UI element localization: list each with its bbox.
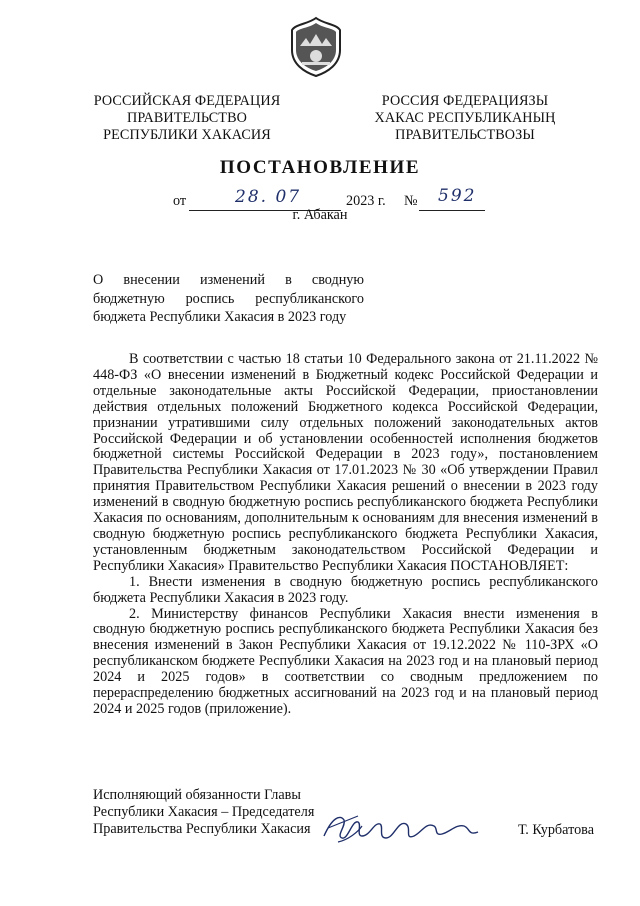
position-line: Исполняющий обязанности Главы [93,787,301,803]
signatory-name: Т. Курбатова [518,822,594,838]
number-prefix: № [404,193,418,209]
header-left-line: РЕСПУБЛИКИ ХАКАСИЯ [103,127,271,143]
city: г. Абакан [292,207,348,223]
header-right-line: ХАКАС РЕСПУБЛИКАНЫҢ [374,110,556,126]
header-left-line: ПРАВИТЕЛЬСТВО [127,110,247,126]
position-line: Правительства Республики Хакасия [93,821,311,837]
body-paragraph: 2. Министерству финансов Республики Хакасия внести изменения в сводную бюджетную роспись республиканского бюджета Республики Хакасия без внесения изменений в Закон Республики Хакасия от 19.12.2022 № 110-ЗРХ «О республиканском бюджете Республики Хакасия на 2023 год и на плановый период 2024 и 2025 годов» в соответствии со сводным предложением по перераспределению бюджетных ассигнований на 2023 год и на плановый период 2024 и 2025 годов (приложение). [93,605,598,717]
header-left [82,93,292,144]
handwritten-signature-icon [318,806,488,846]
handwritten-number: 592 [438,186,477,206]
header-left-line: РОССИЙСКАЯ ФЕДЕРАЦИЯ [93,93,281,109]
body-paragraph: 1. Внести изменения в сводную бюджетную роспись республиканского бюджета Республики Хакасия в 2023 году. [93,573,598,606]
date-prefix: от [173,193,187,209]
year-text: 2023 г. [346,193,386,209]
header-right-line: РОССИЯ ФЕДЕРАЦИЯЗЫ [381,93,549,109]
coat-of-arms-emblem-icon [288,16,344,78]
document-type-title: ПОСТАНОВЛЕНИЕ [219,157,421,178]
header-right [360,93,570,144]
document-subject: О внесении изменений в сводную бюджетную роспись республиканского бюджета Республики Хакасия в 2023 году [93,272,364,325]
body-paragraph: В соответствии с частью 18 статьи 10 Федерального закона от 21.11.2022 № 448-ФЗ «О внесении изменений в Бюджетный кодекс Российской Федерации и отдельные законодательные акты Российской Федерации, приостановлении действия отдельных положений Бюджетного кодекса Российской Федерации, признании утратившими силу отдельных положений законодательных актов Российской Федерации и об установлении особенностей исполнения бюджетов бюджетной системы Российской Федерации в 2023 году», постановлением Правительства Республики Хакасия от 17.01.2023 № 30 «Об утверждении Правил принятия Правительством Республики Хакасия решений о внесении в 2023 году изменений в сводную бюджетную роспись республиканского бюджета Республики Хакасия по основаниям, дополнительным к основаниям для внесения изменений в сводную бюджетную роспись республиканского бюджета Республики Хакасия, установленным бюджетным законодательством Российской Федерации и Республики Хакасия» Правительство Республики Хакасия ПОСТАНОВЛЯЕТ: [93,351,598,574]
document-body [93,352,598,718]
position-line: Республики Хакасия – Председателя [93,804,315,820]
header-right-line: ПРАВИТЕЛЬСТВОЗЫ [395,127,535,143]
handwritten-date: 28. 07 [235,187,302,207]
signatory-position [93,787,323,838]
